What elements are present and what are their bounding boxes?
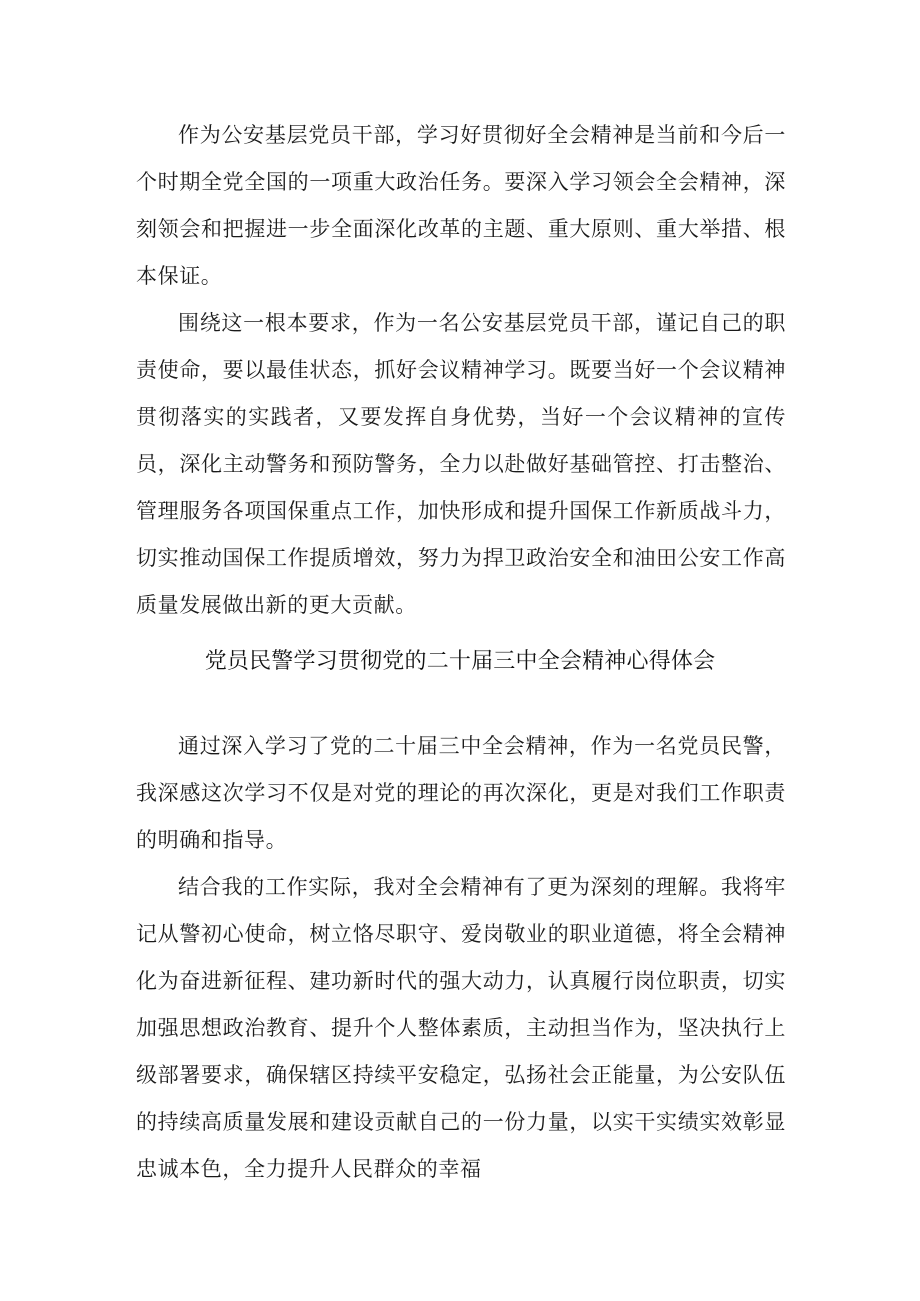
section-1-body bbox=[136, 112, 786, 629]
paragraph: 作为公安基层党员干部，学习好贯彻好全会精神是当前和今后一个时期全党全国的一项重大政治任务。要深入学习领会全会精神，深刻领会和把握进一步全面深化改革的主题、重大原则、重大举措、根本保证。 bbox=[136, 123, 786, 288]
paragraph: 围绕这一根本要求，作为一名公安基层党员干部，谨记自己的职责使命，要以最佳状态，抓好会议精神学习。既要当好一个会议精神贯彻落实的实践者，又要发挥自身优势，当好一个会议精神的宣传员，深化主动警务和预防警务，全力以赴做好基础管控、打击整治、管理服务各项国保重点工作，加快形成和提升国保工作新质战斗力，切实推动国保工作提质增效，努力为捍卫政治安全和油田公安工作高质量发展做出新的更大贡献。 bbox=[136, 311, 786, 617]
paragraph: 通过深入学习了党的二十届三中全会精神，作为一名党员民警，我深感这次学习不仅是对党的理论的再次深化，更是对我们工作职责的明确和指导。 bbox=[136, 734, 786, 852]
section-2-body bbox=[136, 723, 786, 1193]
paragraph: 结合我的工作实际，我对全会精神有了更为深刻的理解。我将牢记从警初心使命，树立恪尽职守、爱岗敬业的职业道德，将全会精神化为奋进新征程、建功新时代的强大动力，认真履行岗位职责，切实加强思想政治教育、提升个人整体素质，主动担当作为，坚决执行上级部署要求，确保辖区持续平安稳定，弘扬社会正能量，为公安队伍的持续高质量发展和建设贡献自己的一份力量，以实干实绩实效彰显忠诚本色，全力提升人民群众的幸福 bbox=[136, 875, 786, 1181]
section-2-heading: 党员民警学习贯彻党的二十届三中全会精神心得体会 bbox=[204, 649, 716, 674]
